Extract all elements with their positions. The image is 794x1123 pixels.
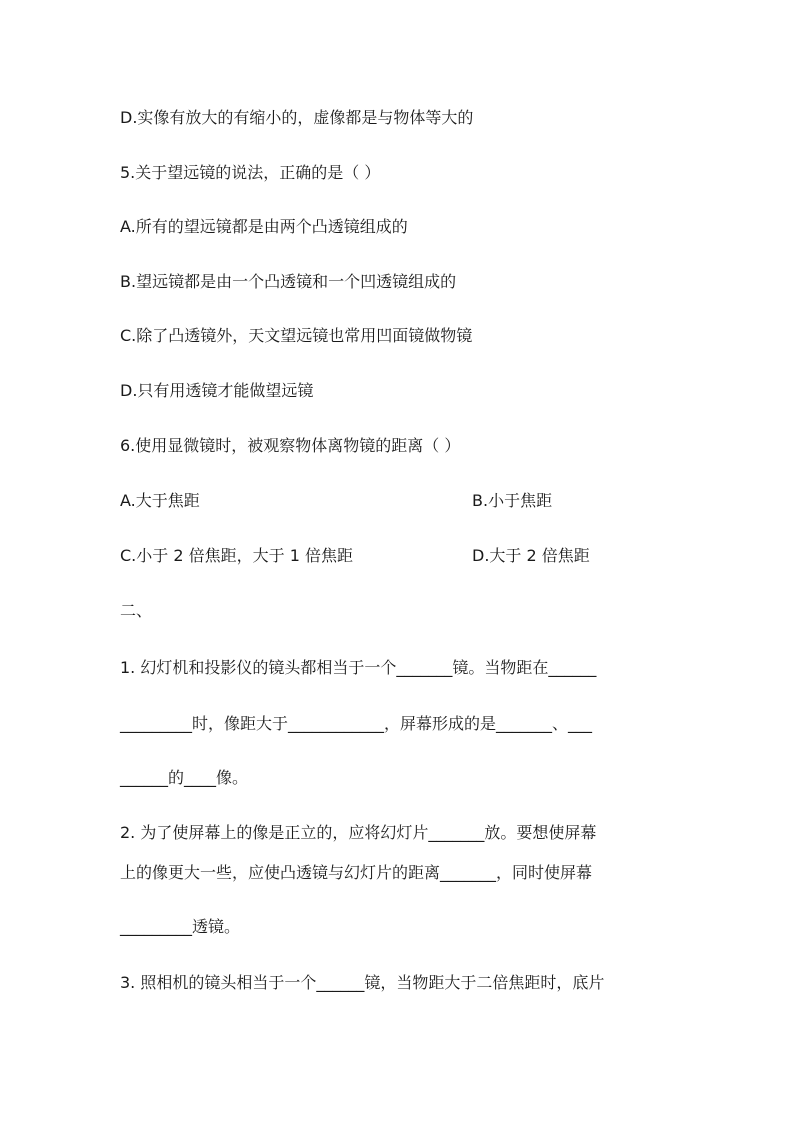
option-6a: A.大于焦距 [120,491,200,510]
section-2-heading: 二、 [120,601,153,620]
fill-q3-line1: 3. 照相机的镜头相当于一个______镜，当物距大于二倍焦距时，底片 [120,973,605,992]
option-4d: D.实像有放大的有缩小的，虚像都是与物体等大的 [120,108,474,127]
question-6: 6.使用显微镜时，被观察物体离物镜的距离（ ） [120,436,461,455]
fill-q2-line3: _________透镜。 [120,917,241,936]
option-5a: A.所有的望远镜都是由两个凸透镜组成的 [120,217,408,236]
question-5: 5.关于望远镜的说法，正确的是（ ） [120,163,381,182]
option-6d: D.大于 2 倍焦距 [472,546,590,565]
option-6b: B.小于焦距 [472,491,553,510]
fill-q1-line2: _________时，像距大于____________，屏幕形成的是_______、___ [120,714,593,733]
fill-q1-line3: ______的____像。 [120,768,249,787]
option-5d: D.只有用透镜才能做望远镜 [120,381,314,400]
option-5c: C.除了凸透镜外，天文望远镜也常用凹面镜做物镜 [120,326,473,345]
fill-q2-line1: 2. 为了使屏幕上的像是正立的，应将幻灯片_______放。要想使屏幕 [120,823,597,842]
fill-q1-line1: 1. 幻灯机和投影仪的镜头都相当于一个_______镜。当物距在______ [120,658,597,677]
option-5b: B.望远镜都是由一个凸透镜和一个凹透镜组成的 [120,272,457,291]
option-6c: C.小于 2 倍焦距，大于 1 倍焦距 [120,546,353,565]
fill-q2-line2: 上的像更大一些，应使凸透镜与幻灯片的距离_______，同时使屏幕 [120,863,593,882]
